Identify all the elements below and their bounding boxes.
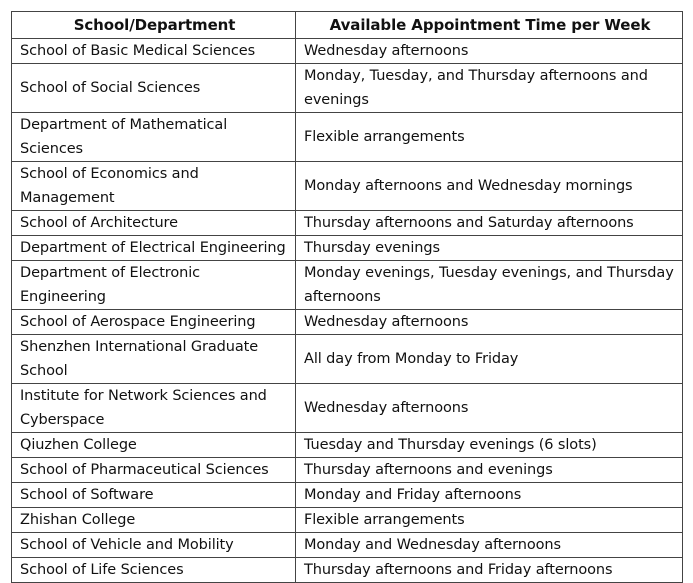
time-cell: Monday, Tuesday, and Thursday afternoons and evenings — [296, 64, 683, 113]
department-cell: School of Basic Medical Sciences — [12, 39, 296, 64]
table-row — [12, 483, 683, 508]
table-row — [12, 558, 683, 583]
header-school-department: School/Department — [12, 12, 296, 39]
time-cell: Monday evenings, Tuesday evenings, and Thursday afternoons — [296, 261, 683, 310]
department-cell: School of Software — [12, 483, 296, 508]
department-cell: Department of Mathematical Sciences — [12, 113, 296, 162]
department-cell: School of Social Sciences — [12, 64, 296, 113]
department-cell: School of Architecture — [12, 211, 296, 236]
table-row — [12, 64, 683, 113]
table-row — [12, 39, 683, 64]
department-cell: Institute for Network Sciences and Cyberspace — [12, 384, 296, 433]
department-cell: Shenzhen International Graduate School — [12, 335, 296, 384]
time-cell: Thursday afternoons and Saturday afternoons — [296, 211, 683, 236]
department-cell: School of Life Sciences — [12, 558, 296, 583]
table-row — [12, 384, 683, 433]
table-row — [12, 508, 683, 533]
table-row — [12, 433, 683, 458]
table-row — [12, 335, 683, 384]
time-cell: Wednesday afternoons — [296, 310, 683, 335]
department-cell: Department of Electronic Engineering — [12, 261, 296, 310]
time-cell: Thursday afternoons and evenings — [296, 458, 683, 483]
department-cell: School of Aerospace Engineering — [12, 310, 296, 335]
table-header-row — [12, 12, 683, 39]
time-cell: Monday and Friday afternoons — [296, 483, 683, 508]
department-cell: Qiuzhen College — [12, 433, 296, 458]
time-cell: Monday afternoons and Wednesday mornings — [296, 162, 683, 211]
department-cell: Department of Electrical Engineering — [12, 236, 296, 261]
table-row — [12, 533, 683, 558]
department-cell: School of Economics and Management — [12, 162, 296, 211]
time-cell: Flexible arrangements — [296, 508, 683, 533]
department-cell: Zhishan College — [12, 508, 296, 533]
department-cell: School of Pharmaceutical Sciences — [12, 458, 296, 483]
table-row — [12, 211, 683, 236]
table-row — [12, 261, 683, 310]
time-cell: Monday and Wednesday afternoons — [296, 533, 683, 558]
table-row — [12, 113, 683, 162]
department-cell: School of Vehicle and Mobility — [12, 533, 296, 558]
schedule-table-container — [11, 11, 682, 583]
time-cell: Thursday evenings — [296, 236, 683, 261]
time-cell: Wednesday afternoons — [296, 39, 683, 64]
table-row — [12, 310, 683, 335]
table-row — [12, 162, 683, 211]
header-appointment-time: Available Appointment Time per Week — [296, 12, 683, 39]
table-row — [12, 236, 683, 261]
time-cell: Flexible arrangements — [296, 113, 683, 162]
appointment-schedule-table — [11, 11, 683, 583]
table-row — [12, 458, 683, 483]
time-cell: Wednesday afternoons — [296, 384, 683, 433]
time-cell: Thursday afternoons and Friday afternoons — [296, 558, 683, 583]
time-cell: Tuesday and Thursday evenings (6 slots) — [296, 433, 683, 458]
time-cell: All day from Monday to Friday — [296, 335, 683, 384]
